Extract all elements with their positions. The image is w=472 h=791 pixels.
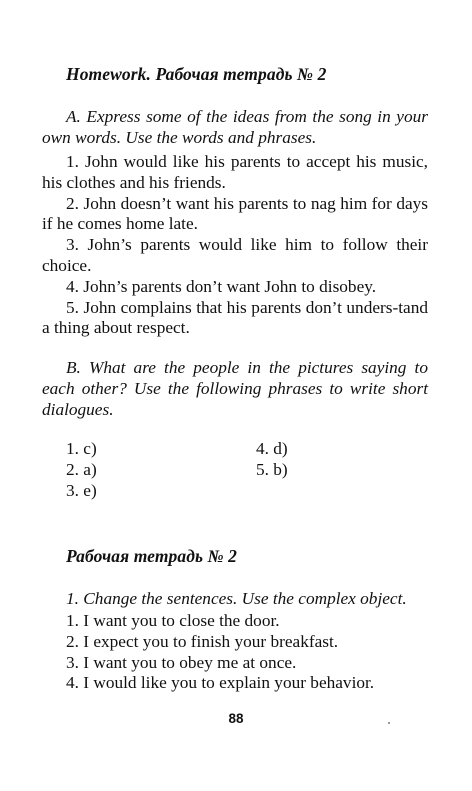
task-b-answer-5: 5. b)	[256, 460, 288, 479]
task-1-item-2: 2. I expect you to finish your breakfast.	[66, 631, 339, 651]
task-b-answer-1: 1. c)	[66, 439, 97, 458]
task-1-item-3: 3. I want you to obey me at once.	[66, 652, 297, 672]
task-a-item-4: 4. John’s parents don’t want John to disobey.	[66, 276, 377, 296]
task-b-instruction-block	[42, 358, 428, 420]
homework-heading: Homework. Рабочая тетрадь № 2	[66, 64, 327, 84]
workbook-heading: Рабочая тетрадь № 2	[66, 546, 238, 566]
task-a-item-2: 2. John doesn’t want his parents to nag him for days if he comes home late.	[42, 193, 428, 234]
task-b-answer-4: 4. d)	[256, 439, 288, 458]
page-number: 88	[228, 711, 244, 726]
task-1-instruction-block	[42, 589, 428, 610]
task-a-instruction-block	[42, 107, 428, 149]
task-a-item-3: 3. John’s parents would like him to follow their choice.	[42, 235, 428, 275]
task-1-answers-list	[42, 611, 428, 694]
print-speck	[388, 722, 390, 724]
task-1-item-4: 4. I would like you to explain your behavior.	[66, 673, 375, 693]
task-b-answer-2: 2. a)	[66, 460, 97, 479]
task-a-instruction: A. Express some of the ideas from the song in your own words. Use the words and phrases.	[42, 107, 428, 147]
task-b-instruction: B. What are the people in the pictures saying to each other? Use the following phrases to write short dialogues.	[42, 358, 428, 419]
task-a-answers-list	[42, 152, 428, 339]
task-a-item-1: 1. John would like his parents to accept his music, his clothes and his friends.	[42, 152, 428, 192]
task-a-item-5: 5. John complains that his parents don’t unders-tand a thing about respect.	[42, 297, 428, 338]
task-1-item-1: 1. I want you to close the door.	[66, 611, 280, 630]
task-1-instruction: 1. Change the sentences. Use the complex object.	[66, 589, 407, 608]
task-b-answer-3: 3. e)	[66, 481, 97, 500]
